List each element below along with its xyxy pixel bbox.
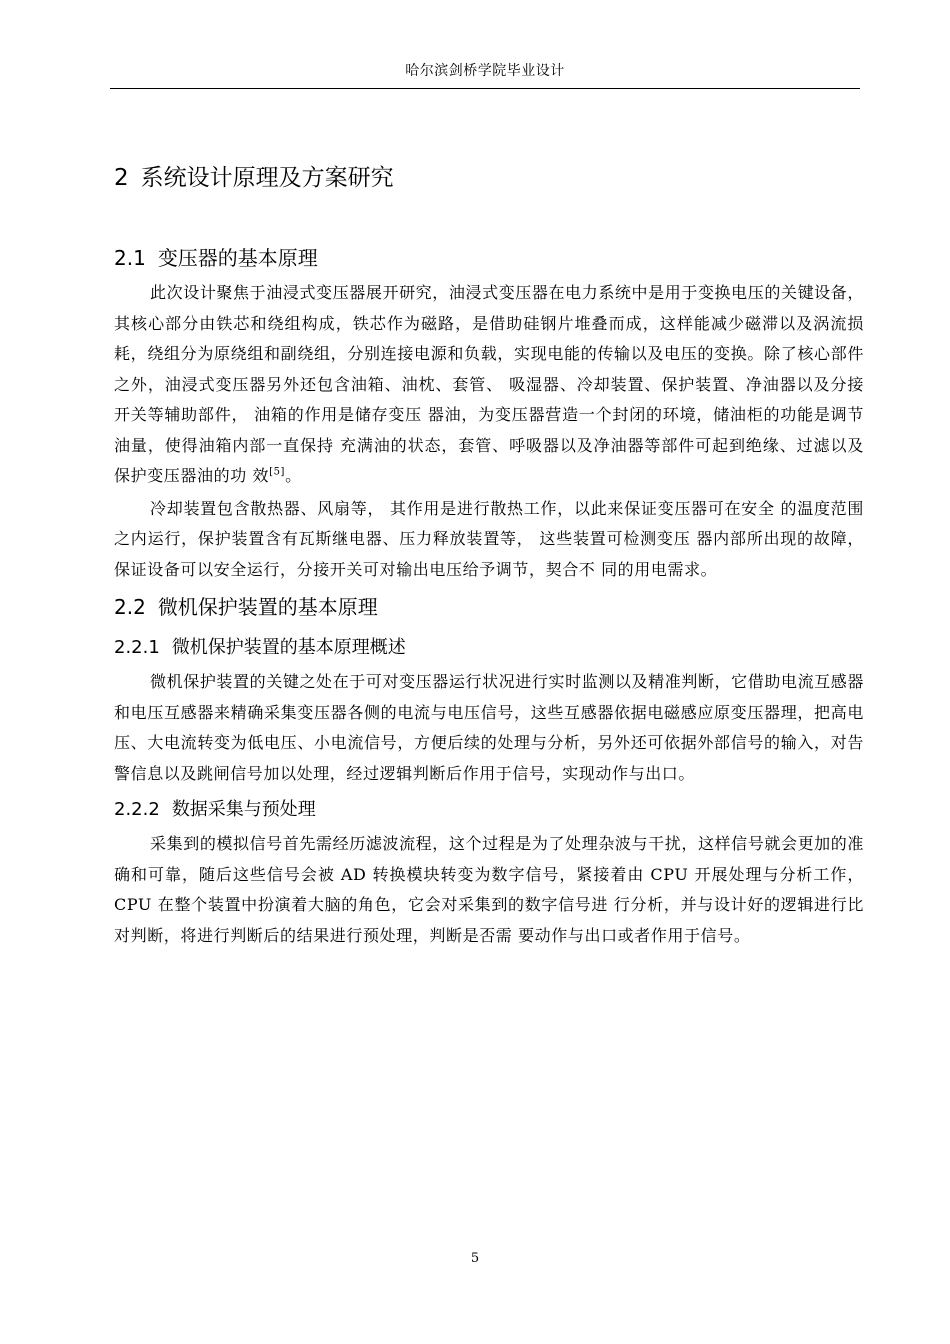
running-header: 哈尔滨剑桥学院毕业设计	[405, 63, 565, 79]
subsection-title: 微机保护装置的基本原理概述	[171, 637, 406, 658]
paragraph-2-1-a	[114, 278, 864, 492]
subsection-title: 数据采集与预处理	[171, 799, 316, 820]
page-number: 5	[470, 1251, 480, 1266]
paragraph-2-2-1	[114, 667, 864, 789]
paragraph-text: 采集到的模拟信号首先需经历滤波流程，这个过程是为了处理杂波与干扰，这样信号就会更加的准确和可靠，随后这些信号会被 AD 转换模块转变为数字信号，紧接着由 CPU 开展处理与分析工作，CPU 在整个装置中扮演着大脑的角色，它会对采集到的数字信号进 行分析，并与设计好的逻辑进行比对判断，将进行判断后的结果进行预处理，判断是否需 要动作与出口或者作用于信号。	[114, 834, 864, 945]
subsection-number: 2.2.2	[114, 799, 160, 820]
page-content	[114, 158, 864, 953]
chapter-title: 系统设计原理及方案研究	[140, 165, 394, 191]
section-heading-2-2	[114, 589, 864, 625]
chapter-heading	[114, 158, 864, 198]
subsection-heading-2-2-1	[114, 631, 864, 665]
section-heading-2-1	[114, 240, 864, 276]
paragraph-end: 。	[285, 466, 302, 485]
paragraph-2-1-b	[114, 494, 864, 586]
section-title: 微机保护装置的基本原理	[157, 595, 378, 619]
header-rule	[110, 88, 860, 89]
subsection-number: 2.2.1	[114, 637, 160, 658]
citation: [5]	[269, 466, 286, 478]
subsection-heading-2-2-2	[114, 793, 864, 827]
paragraph-2-2-2	[114, 829, 864, 951]
paragraph-text: 冷却装置包含散热器、风扇等， 其作用是进行散热工作，以此来保证变压器可在安全 的温度范围之内运行，保护装置含有瓦斯继电器、压力释放装置等， 这些装置可检测变压 器内部所出现的故障，保证设备可以安全运行，分接开关可对输出电压给予调节，契合不 同的用电需求。	[114, 498, 864, 579]
paragraph-text: 此次设计聚焦于油浸式变压器展开研究，油浸式变压器在电力系统中是用于变换电压的关键设备，其核心部分由铁芯和绕组构成，铁芯作为磁路，是借助硅钢片堆叠而成，这样能减少磁滞以及涡流损耗，绕组分为原绕组和副绕组，分别连接电源和负载，实现电能的传输以及电压的变换。除了核心部件之外，油浸式变压器另外还包含油箱、油枕、套管、 吸湿器、冷却装置、保护装置、净油器以及分接开关等辅助部件， 油箱的作用是储存变压 器油，为变压器营造一个封闭的环境，储油柜的功能是调节油量，使得油箱内部一直保持 充满油的状态，套管、呼吸器以及净油器等部件可起到绝缘、过滤以及保护变压器油的功 效	[114, 283, 864, 485]
chapter-number: 2	[114, 165, 129, 191]
section-number: 2.1	[114, 246, 146, 270]
section-number: 2.2	[114, 595, 146, 619]
paragraph-text: 微机保护装置的关键之处在于可对变压器运行状况进行实时监测以及精准判断，它借助电流互感器和电压互感器来精确采集变压器各侧的电流与电压信号，这些互感器依据电磁感应原变压器理，把高电压、大电流转变为低电压、小电流信号，方便后续的处理与分析，另外还可依据外部信号的输入，对告警信息以及跳闸信号加以处理，经过逻辑判断后作用于信号，实现动作与出口。	[114, 672, 864, 783]
section-title: 变压器的基本原理	[157, 246, 318, 270]
